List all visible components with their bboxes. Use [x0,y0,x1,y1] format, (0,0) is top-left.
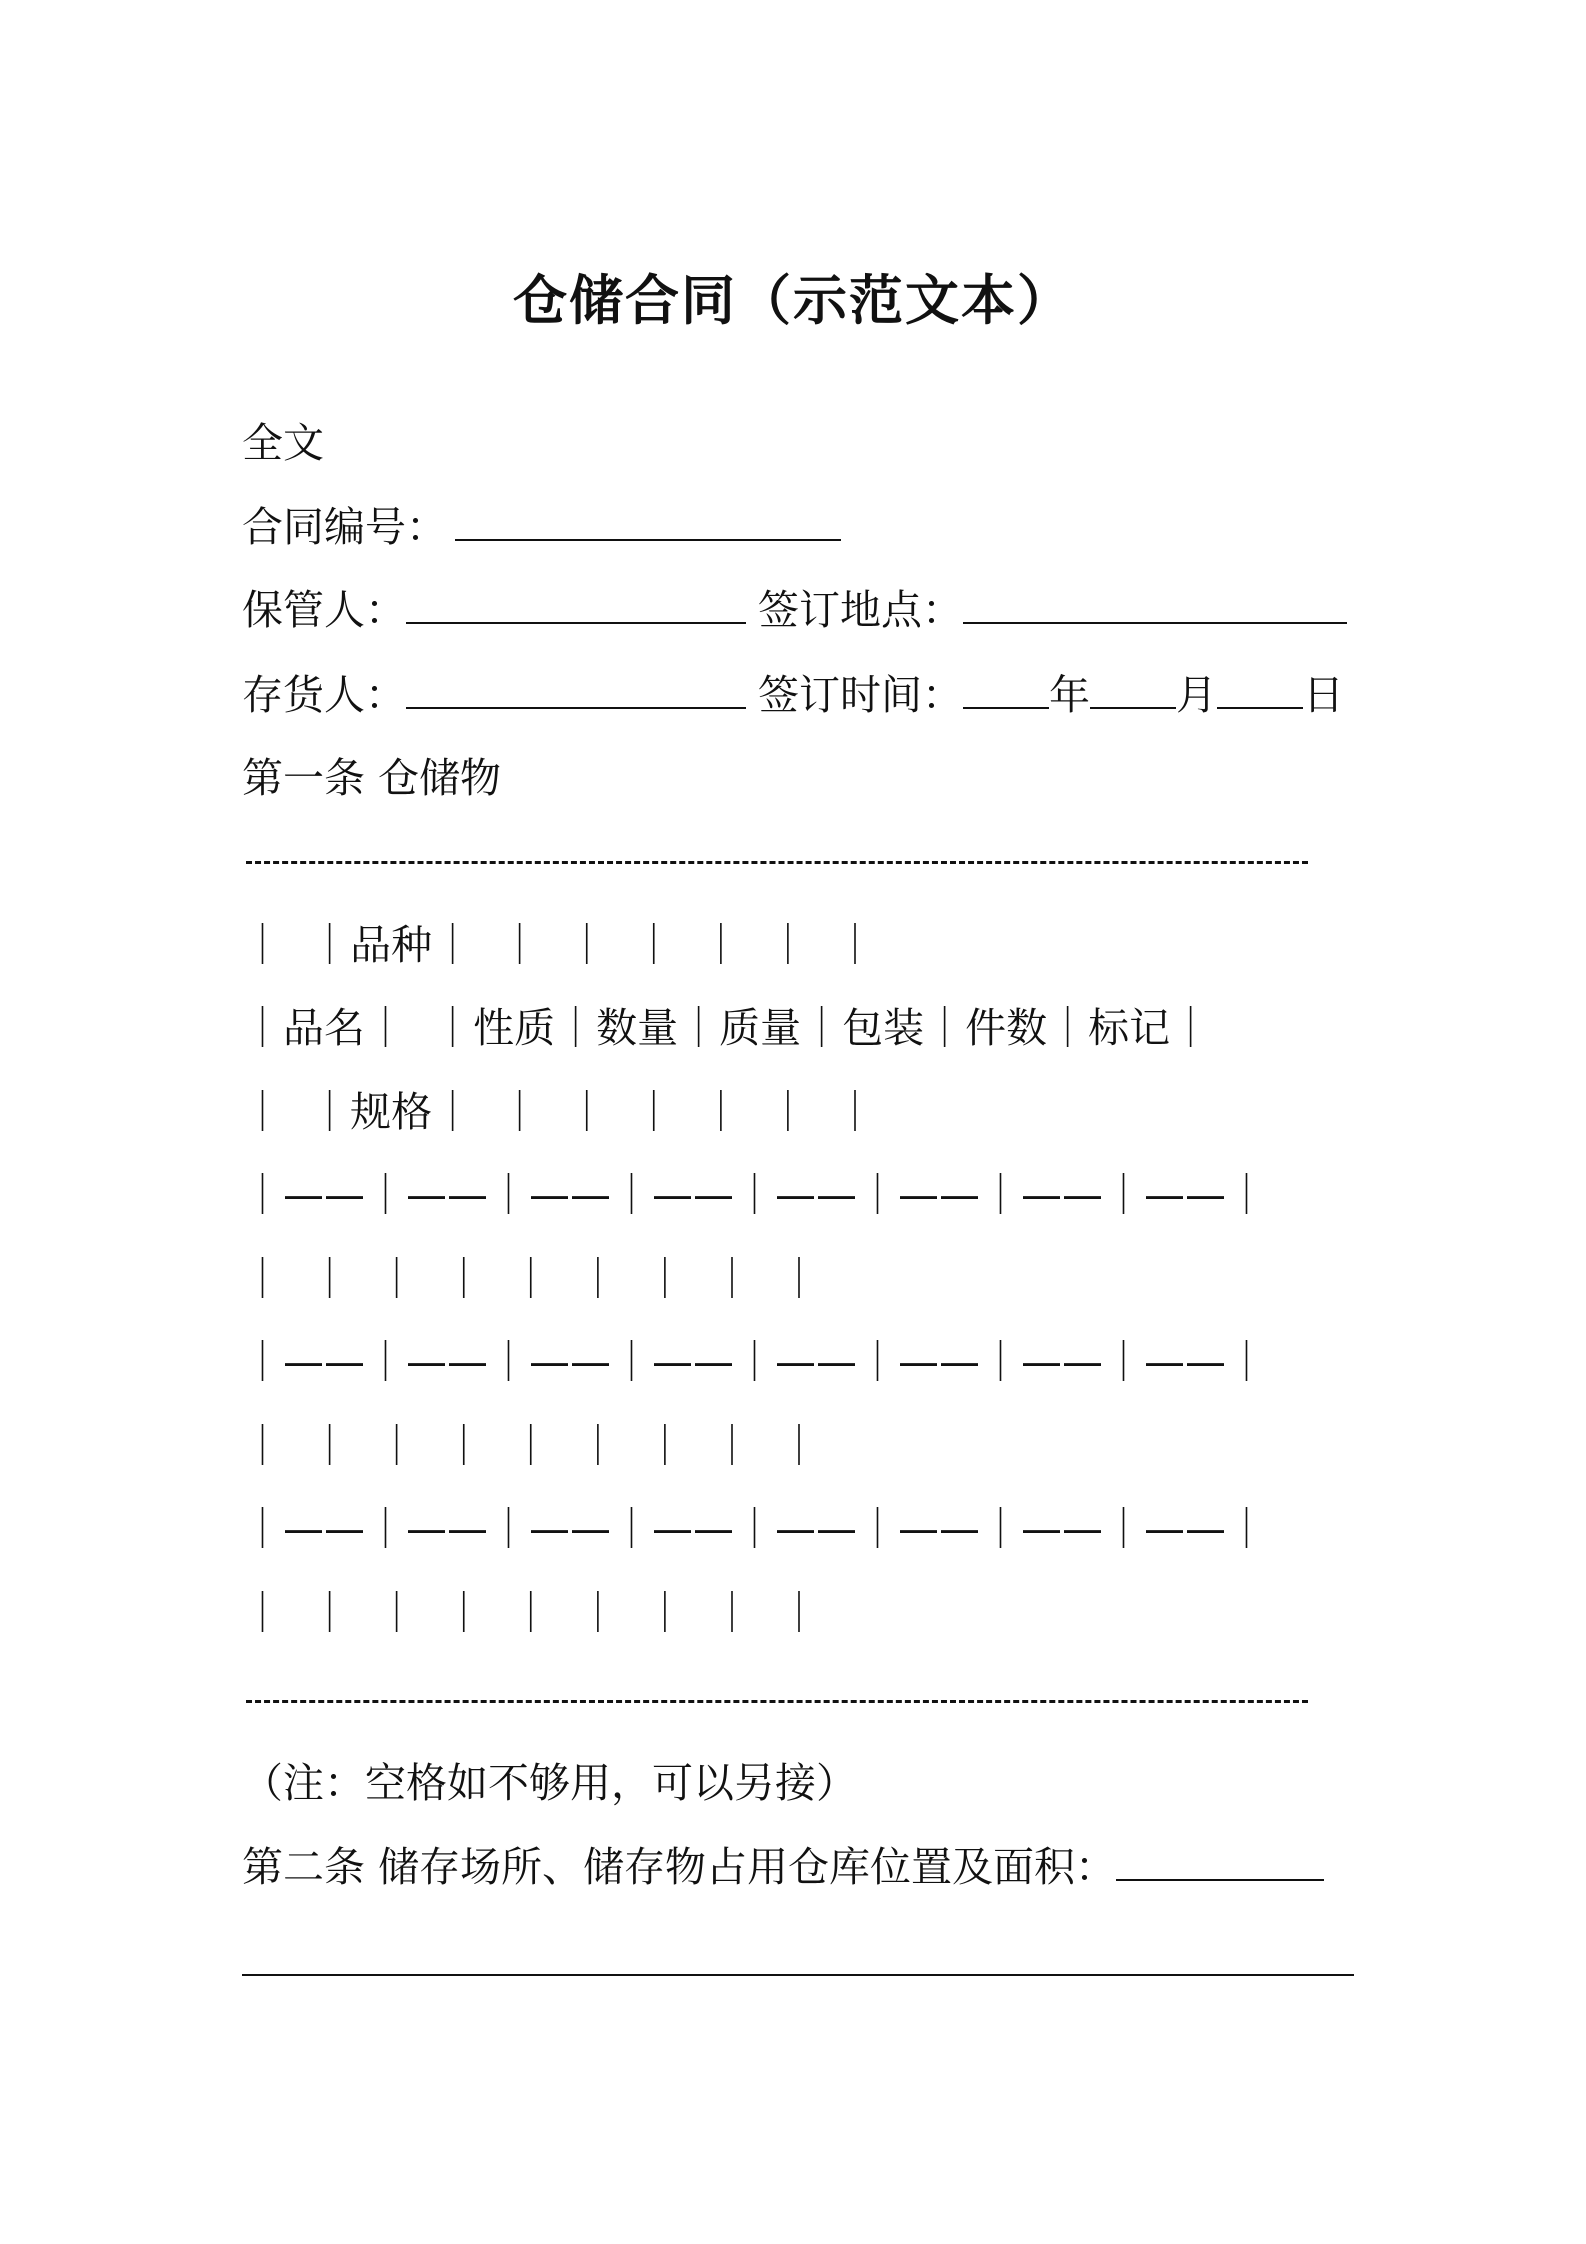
table-row: ｜ ｜ ｜ ｜ ｜ ｜ ｜ ｜ ｜ [242,1255,820,1303]
table-row: ｜——｜——｜——｜——｜——｜——｜——｜——｜ [242,1338,1267,1386]
year-label: 年 [1049,671,1090,719]
table-row: ｜——｜——｜——｜——｜——｜——｜——｜——｜ [242,1171,1267,1219]
keeper-label: 保管人： [242,586,406,634]
table-bottom-rule [246,1700,1308,1707]
depositor-blank[interactable] [406,673,746,709]
sign-place-label: 签订地点： [758,586,963,634]
table-row: ｜ ｜ ｜ ｜ ｜ ｜ ｜ ｜ ｜ [242,1589,820,1637]
month-blank[interactable] [1090,673,1176,709]
day-label: 日 [1303,671,1344,719]
article2-row [242,1842,1324,1892]
contract-number-blank[interactable] [455,505,841,541]
keeper-blank[interactable] [406,588,746,624]
sign-time-label: 签订时间： [758,671,963,719]
table-top-rule [246,861,1308,868]
table-row: ｜ ｜ ｜ ｜ ｜ ｜ ｜ ｜ ｜ [242,1422,820,1470]
table-row: ｜品名｜ ｜性质｜数量｜质量｜包装｜件数｜标记｜ [242,1004,1212,1052]
depositor-row [242,670,1344,720]
month-label: 月 [1176,671,1217,719]
document-title: 仓储合同（示范文本） [513,269,1073,332]
article2-blank[interactable] [1116,1845,1324,1881]
article1-heading: 第一条 仓储物 [242,754,502,802]
keeper-row [242,585,1347,635]
day-blank[interactable] [1217,673,1303,709]
depositor-label: 存货人： [242,671,406,719]
table-row: ｜ ｜品种｜ ｜ ｜ ｜ ｜ ｜ ｜ [242,921,876,969]
contract-number-label: 合同编号： [242,503,447,551]
table-row: ｜ ｜规格｜ ｜ ｜ ｜ ｜ ｜ ｜ [242,1088,876,1136]
table-row: ｜——｜——｜——｜——｜——｜——｜——｜——｜ [242,1505,1267,1553]
table-note: （注：空格如不够用，可以另接） [242,1759,857,1807]
year-blank[interactable] [963,673,1049,709]
sign-place-blank[interactable] [963,588,1347,624]
fulltext-label: 全文 [242,419,324,467]
contract-number-row [242,502,841,552]
article2-heading: 第二条 储存场所、储存物占用仓库位置及面积： [242,1843,1117,1891]
article2-continuation-blank[interactable] [242,1974,1354,1976]
